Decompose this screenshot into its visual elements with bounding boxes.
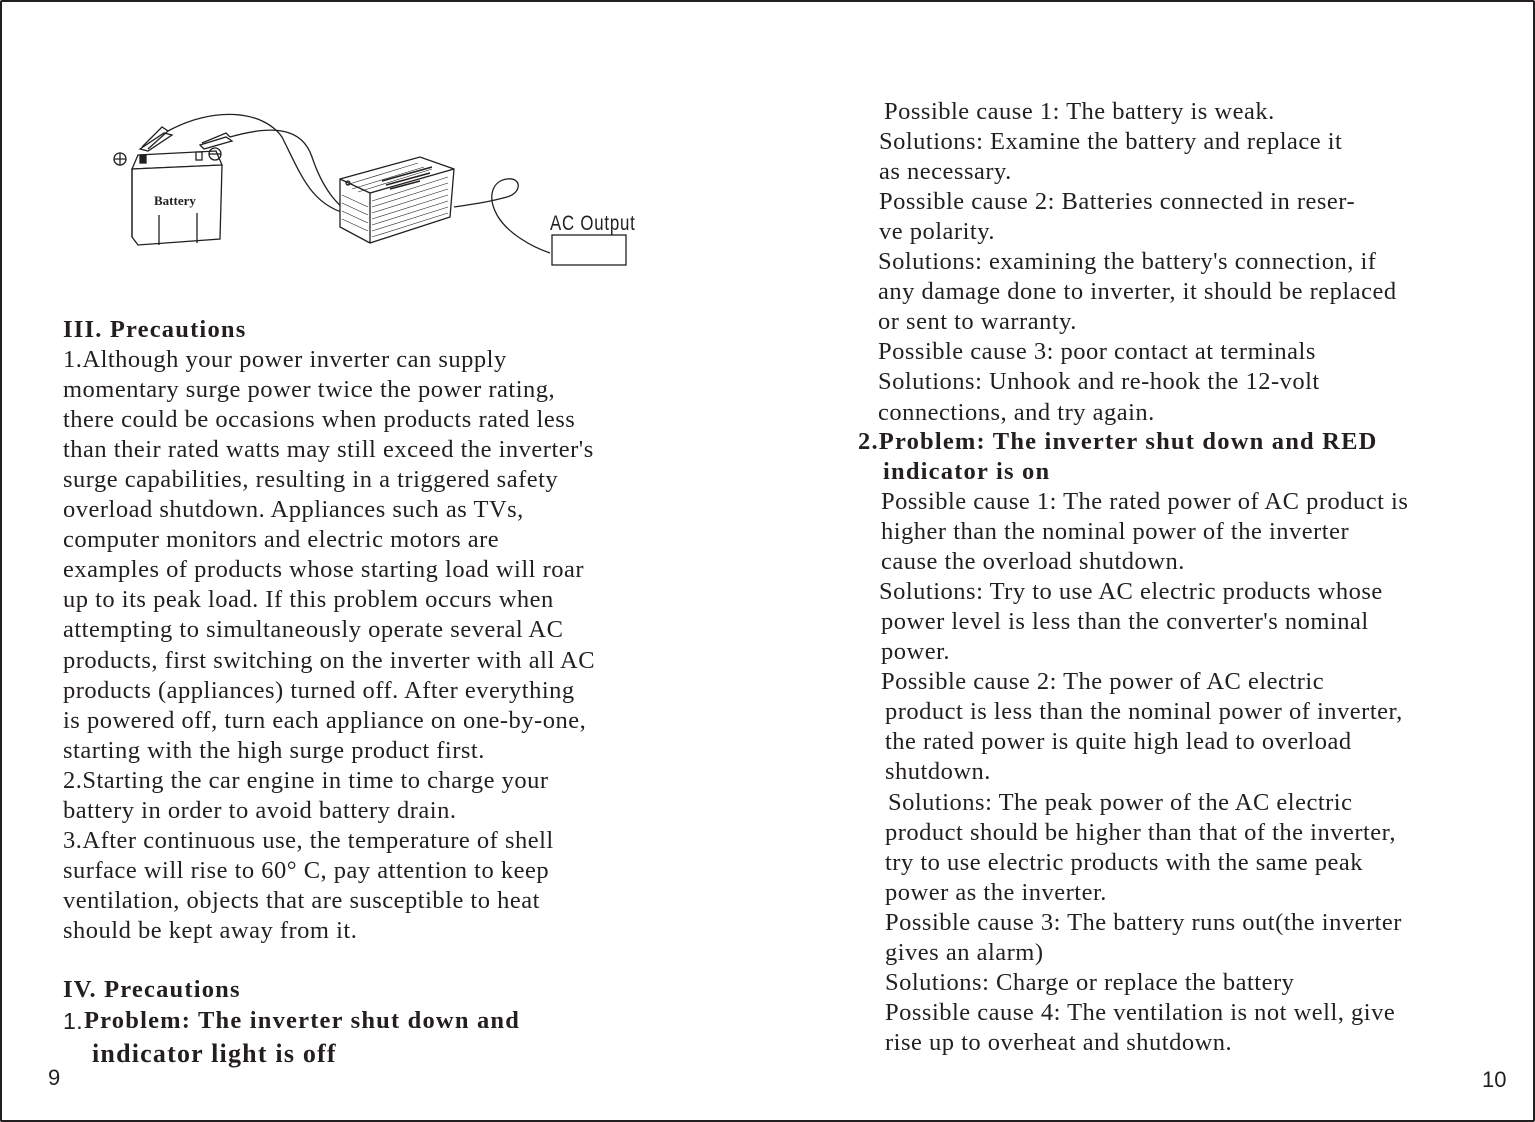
text-line: is powered off, turn each appliance on one-by-one, (63, 706, 587, 734)
text-line: power level is less than the converter's nominal (881, 608, 1369, 636)
inverter-icon (340, 157, 454, 243)
text-line: power as the inverter. (885, 878, 1107, 906)
text-line: product is less than the nominal power of inverter, (885, 698, 1403, 726)
text-line: 3.After continuous use, the temperature of shell (63, 826, 554, 854)
page-number-left: 9 (48, 1065, 61, 1090)
text-line: power. (881, 638, 950, 666)
problem-2-heading: 2.Problem: The inverter shut down and RED (858, 428, 1378, 455)
text-line: gives an alarm) (885, 938, 1044, 966)
text-line: or sent to warranty. (878, 308, 1077, 336)
section-heading-precautions-4: IV. Precautions (63, 976, 241, 1003)
text-line: examples of products whose starting load will roar (63, 556, 585, 584)
text-line: Solutions: Charge or replace the battery (885, 968, 1295, 996)
text-line: try to use electric products with the same peak (885, 848, 1363, 876)
problem-2-heading-cont: indicator is on (883, 458, 1051, 485)
page-number-right: 10 (1482, 1067, 1507, 1092)
text-line: connections, and try again. (878, 398, 1155, 426)
text-line: overload shutdown. Appliances such as TVs, (63, 496, 524, 524)
text-line: rise up to overheat and shutdown. (885, 1028, 1233, 1056)
text-line: higher than the nominal power of the inverter (881, 518, 1350, 546)
text-line: Solutions: Unhook and re-hook the 12-volt (878, 368, 1320, 396)
text-line: Solutions: Examine the battery and replace it (879, 128, 1343, 156)
text-line: attempting to simultaneously operate several AC (63, 616, 564, 644)
text-line: 2.Starting the car engine in time to charge your (63, 766, 549, 794)
text-line: momentary surge power twice the power rating, (63, 376, 556, 404)
text-line: Solutions: examining the battery's connection, if (878, 248, 1377, 276)
battery-label: Battery (154, 193, 196, 208)
text-line: than their rated watts may still exceed the inverter's (63, 436, 594, 464)
text-line: products (appliances) turned off. After everything (63, 676, 575, 704)
text-line: the rated power is quite high lead to overload (885, 728, 1352, 756)
problem-1-heading-cont: indicator light is off (92, 1039, 337, 1068)
text-line: Possible cause 3: The battery runs out(the inverter (885, 908, 1402, 936)
text-line: ventilation, objects that are susceptible to heat (63, 886, 540, 914)
text-line: computer monitors and electric motors are (63, 526, 500, 554)
text-line: cause the overload shutdown. (881, 548, 1185, 576)
text-line: up to its peak load. If this problem occurs when (63, 586, 554, 614)
text-line: 1.Although your power inverter can supply (63, 346, 507, 373)
problem-1-heading: Problem: The inverter shut down and (84, 1007, 521, 1034)
text-line: Possible cause 3: poor contact at terminals (878, 338, 1316, 366)
text-line: Possible cause 1: The rated power of AC product is (881, 488, 1409, 515)
text-line: shutdown. (885, 758, 991, 786)
ac-output-box (552, 235, 626, 265)
text-line: any damage done to inverter, it should be replaced (878, 278, 1397, 306)
text-line: Solutions: Try to use AC electric products whose (879, 578, 1383, 606)
text-line: starting with the high surge product first. (63, 736, 485, 764)
text-line: surge capabilities, resulting in a triggered safety (63, 466, 559, 494)
battery-inverter-diagram (102, 97, 642, 277)
text-line: Possible cause 2: Batteries connected in reser- (879, 188, 1356, 216)
text-line: Possible cause 4: The ventilation is not well, give (885, 998, 1396, 1026)
text-line: there could be occasions when products rated less (63, 406, 576, 434)
problem-1-number: 1. (63, 1008, 84, 1034)
text-line: ve polarity. (879, 218, 995, 246)
text-line: Possible cause 2: The power of AC electric (881, 668, 1325, 696)
text-line: Possible cause 1: The battery is weak. (884, 98, 1275, 125)
text-line: should be kept away from it. (63, 916, 358, 944)
text-line: battery in order to avoid battery drain. (63, 796, 457, 824)
text-line: surface will rise to 60° C, pay attention to keep (63, 856, 550, 884)
ac-output-label: AC Output (550, 212, 636, 235)
text-line: products, first switching on the inverter with all AC (63, 646, 596, 674)
text-line: as necessary. (879, 158, 1012, 186)
battery-icon (114, 127, 232, 245)
section-heading-precautions-3: III. Precautions (63, 316, 247, 343)
text-line: product should be higher than that of the inverter, (885, 818, 1396, 846)
text-line: Solutions: The peak power of the AC electric (888, 788, 1353, 816)
